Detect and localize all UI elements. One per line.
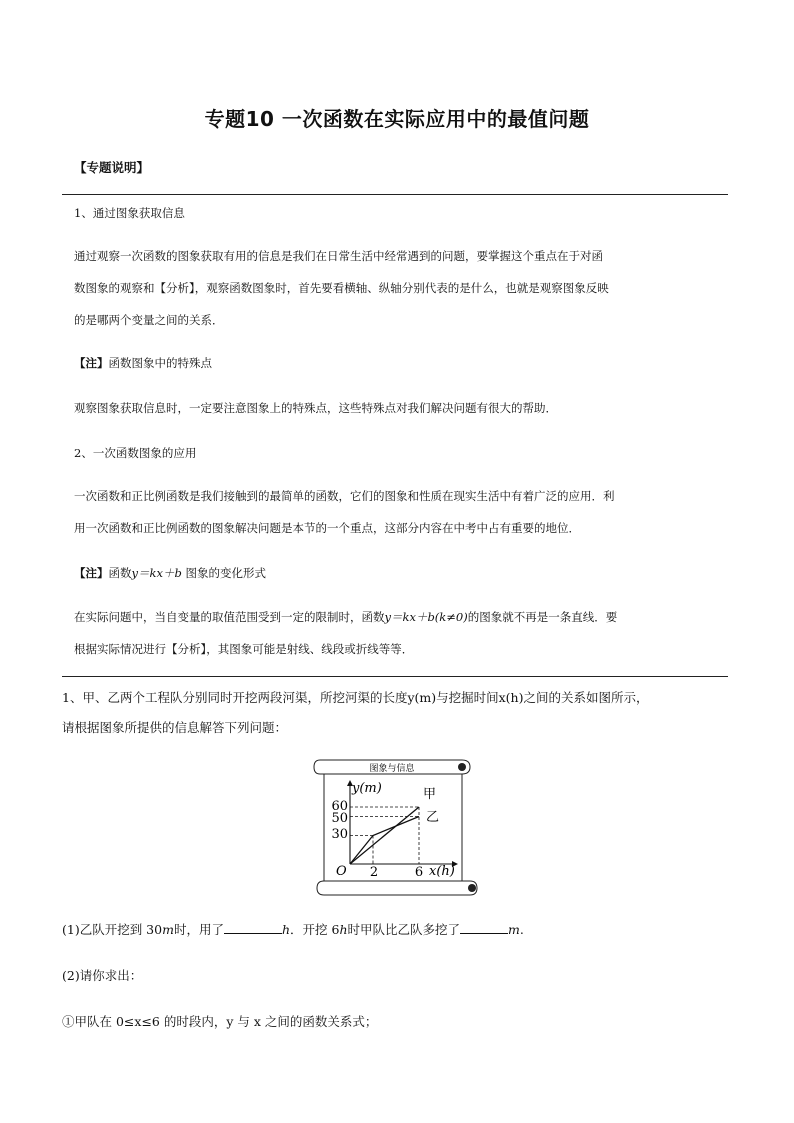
y-axis-label: y(m) xyxy=(352,781,382,796)
xtick-2: 2 xyxy=(369,865,379,880)
scroll-top-curl xyxy=(458,763,466,771)
graph-figure xyxy=(312,756,478,898)
note-2-post: 图象的变化形式 xyxy=(181,566,266,580)
ytick-60: 60 xyxy=(331,799,348,814)
intro-p1-line2: 数图象的观察和【分析】，观察函数图象时，首先要看横轴、纵轴分别代表的是什么，也就是观察图象反映 xyxy=(74,281,609,295)
note-2-label: 【注】 xyxy=(74,566,109,580)
series-yi-line xyxy=(350,817,419,865)
series-yi-label: 乙 xyxy=(426,810,440,825)
series-jia-label: 甲 xyxy=(423,787,437,802)
figure-banner: 图象与信息 xyxy=(369,764,415,774)
question-2-1: ①甲队在 0≤x≤6 的时段内，y 与 x 之间的函数关系式； xyxy=(62,1014,378,1029)
q1-unit-h: h xyxy=(281,922,291,937)
note-2-pre: 函数 xyxy=(108,566,132,580)
origin-label: O xyxy=(336,864,347,879)
q1-mid3: 时甲队比乙队多挖了 xyxy=(347,922,461,937)
note-1-text: 函数图象中的特殊点 xyxy=(108,356,212,370)
section-label: 【专题说明】 xyxy=(74,160,150,175)
page-title: 专题10 一次函数在实际应用中的最值问题 xyxy=(204,107,590,131)
note-1-label: 【注】 xyxy=(74,356,109,370)
divider-bottom xyxy=(62,676,728,677)
note-1 xyxy=(74,355,212,371)
intro-p1-line3: 的是哪两个变量之间的关系． xyxy=(74,313,224,327)
q1-unit-m2: m xyxy=(508,922,520,937)
intro-p3-line1: 一次函数和正比例函数是我们接触到的最简单的函数，它们的图象和性质在现实生活中有着广泛的应用．利 xyxy=(74,489,615,503)
note-2 xyxy=(74,565,266,581)
intro-p4-line2: 根据实际情况进行【分析】，其图象可能是射线、线段或折线等等． xyxy=(74,642,414,656)
q1-unit-h2: h xyxy=(339,922,348,937)
intro-p1-line1: 通过观察一次函数的图象获取有用的信息是我们在日常生活中经常遇到的问题，要掌握这个重点在于对函 xyxy=(74,249,603,263)
q1-pre: (1)乙队开挖到 30 xyxy=(62,922,163,937)
intro-p3-line2: 用一次函数和正比例函数的图象解决问题是本节的一个重点，这部分内容在中考中占有重要的地位． xyxy=(74,521,580,535)
question-2: (2)请你求出： xyxy=(62,968,143,983)
problem-line1: 1、甲、乙两个工程队分别同时开挖两段河渠，所挖河渠的长度y(m)与挖掘时间x(h)之间的关系如图所示， xyxy=(62,690,649,705)
q1-mid2: ．开挖 6 xyxy=(290,922,340,937)
q1-end: . xyxy=(519,922,524,937)
ytick-30: 30 xyxy=(331,827,348,842)
q1-unit-m: m xyxy=(162,922,174,937)
p4-post: 的图象就不再是一条直线．要 xyxy=(467,610,618,624)
p4-pre: 在实际问题中，当自变量的取值范围受到一定的限制时，函数 xyxy=(74,610,385,624)
problem-line2: 请根据图象所提供的信息解答下列问题： xyxy=(62,720,288,735)
divider-top xyxy=(62,194,728,195)
answer-blank-1[interactable] xyxy=(224,921,282,934)
q1-mid: 时，用了 xyxy=(173,922,224,937)
scroll-bottom-curl xyxy=(468,884,476,892)
intro-p2: 观察图象获取信息时，一定要注意图象上的特殊点，这些特殊点对我们解决问题有很大的帮助． xyxy=(74,401,557,415)
xtick-6: 6 xyxy=(414,865,424,880)
intro-p4-line1 xyxy=(74,609,617,625)
heading-2: 2、一次函数图象的应用 xyxy=(74,446,197,460)
note-2-formula: y＝kx＋b xyxy=(131,566,182,580)
scroll-bottom xyxy=(317,881,477,895)
question-1 xyxy=(62,920,524,938)
x-axis-label: x(h) xyxy=(429,864,455,879)
p4-formula: y＝kx＋b(k≠0) xyxy=(384,610,468,624)
answer-blank-2[interactable] xyxy=(460,921,508,934)
ytick-50: 50 xyxy=(331,811,348,826)
heading-1: 1、通过图象获取信息 xyxy=(74,206,185,220)
